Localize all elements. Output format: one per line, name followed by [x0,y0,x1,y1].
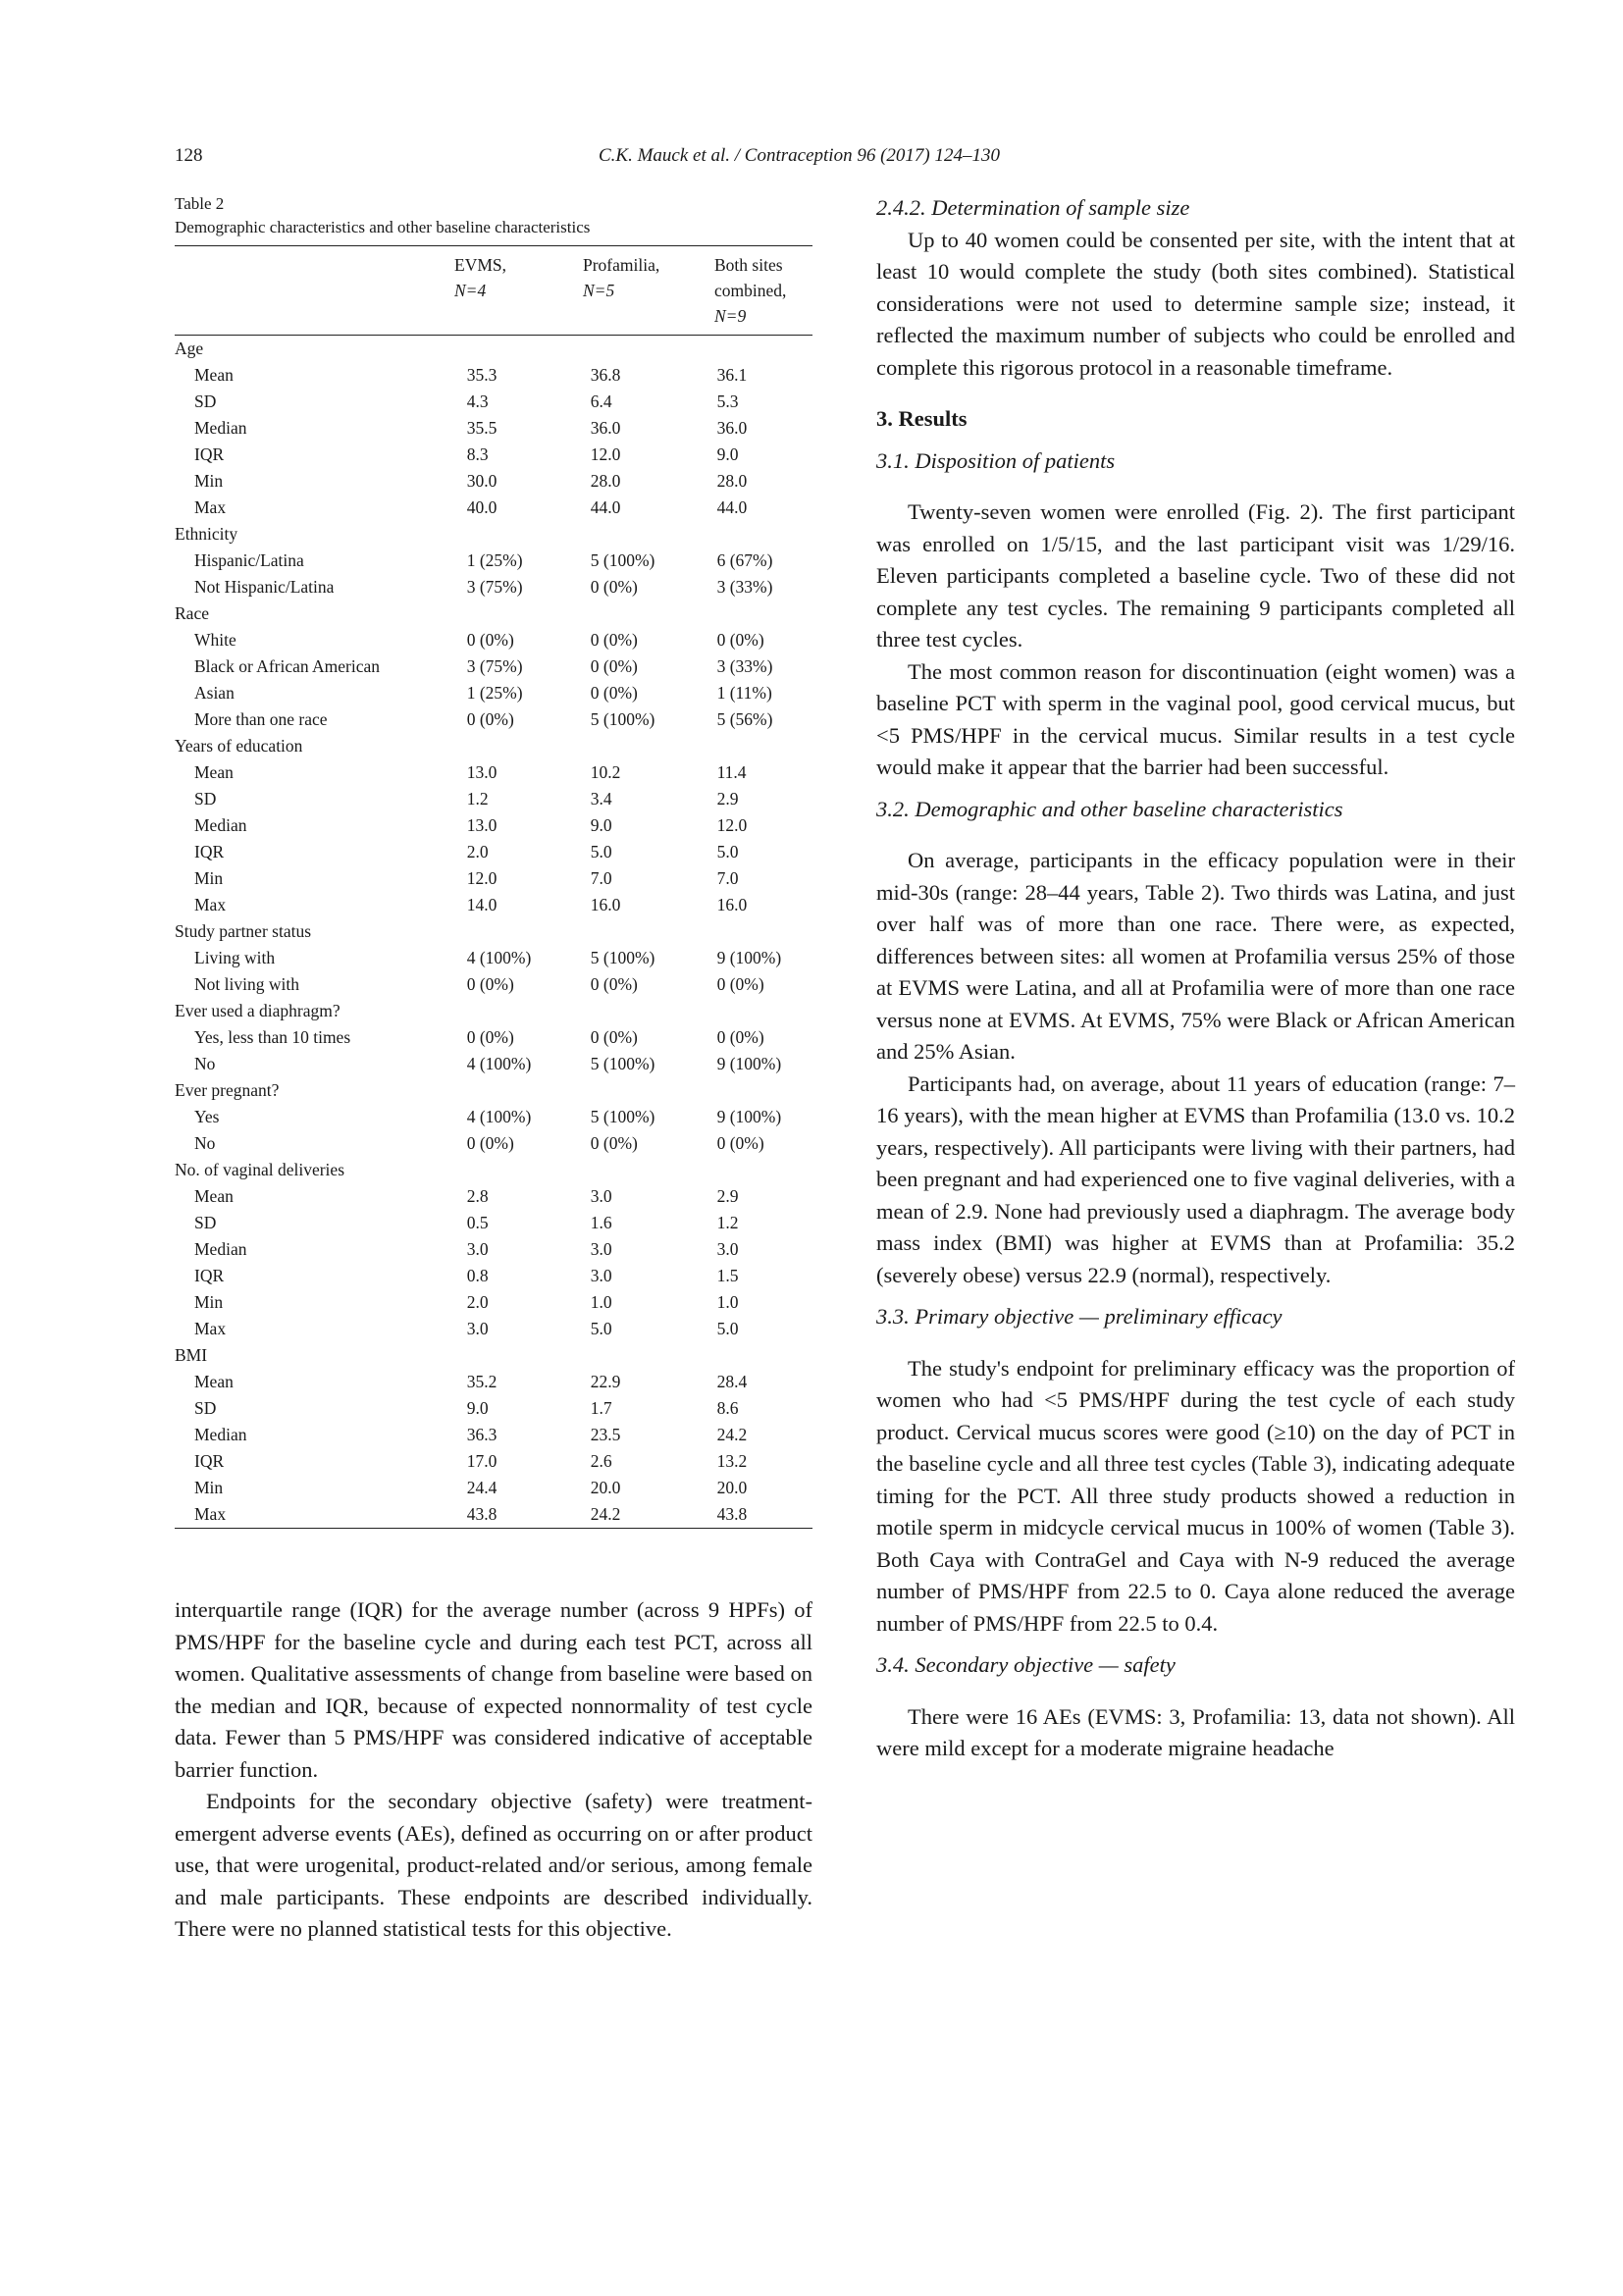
cell-evms: 4.3 [466,391,489,411]
cell-profamilia: 36.0 [590,418,621,438]
cell-both: 9.0 [716,444,739,464]
col-header-evms: EVMS, [454,255,506,275]
cell-profamilia [591,918,717,945]
paragraph: The most common reason for discontinuation (eight women) was a baseline PCT with sperm in the vaginal pool, good cervical mucus, but <5 PMS/HPF in the cervical mucus. Similar results in a test cycle would make it appear that the barrier had been successful. [876,658,1515,779]
cell-both: 2.9 [716,1186,739,1206]
cell-evms: 13.0 [466,762,497,782]
cell-profamilia [591,600,717,627]
cell-both [717,336,812,362]
cell-profamilia [591,1157,717,1183]
table-row [175,1395,812,1422]
cell-evms: 1 (25%) [466,550,523,570]
row-label: Median [194,418,247,438]
cell-profamilia [591,521,717,548]
row-label: IQR [194,1266,225,1285]
cell-both: 9 (100%) [716,948,782,967]
table-group-row [175,521,812,548]
cell-evms: 1 (25%) [466,683,523,703]
cell-evms [467,521,591,548]
section-heading-3-3: 3.3. Primary objective — preliminary efficacy [876,1304,1283,1329]
cell-evms: 8.3 [466,444,489,464]
cell-both: 24.2 [716,1425,748,1444]
cell-evms: 0 (0%) [466,630,514,650]
left-paragraph: interquartile range (IQR) for the average number (across 9 HPFs) of PMS/HPF for the baseline cycle and during each test PCT, across all women. Qualitative assessments of change from baseline were based on the median and IQR, because of expected nonnormality of test cycle data. Fewer than 5 PMS/HPF was considered indicative of acceptable barrier function. [175,1597,812,1782]
table-row [175,362,812,389]
cell-evms: 4 (100%) [466,1054,532,1073]
cell-both: 9 (100%) [716,1107,782,1126]
table-row [175,1263,812,1289]
row-label: Mean [194,365,234,385]
table-row [175,839,812,865]
cell-profamilia: 0 (0%) [590,656,638,676]
table-row [175,389,812,415]
paragraph: On average, participants in the efficacy population were in their mid-30s (range: 28–44 years, Table 2). Two thirds was Latina, and just over half was of more than one race. There were, as expected, differences between sites: all women at Profamilia versus 25% of those at EVMS were Latina, and all at Profamilia were of more than one race versus none at EVMS. At EVMS, 75% were Black or African American and 25% Asian. [876,848,1515,1064]
paragraph: The study's endpoint for preliminary efficacy was the proportion of women who had <5 PMS/HPF during the test cycle of each study product. Cervical mucus scores were good (≥10) on the day of PCT in the baseline cycle and all three test cycles (Table 3), indicating adequate timing for the PCT. All three study products showed a reduction in motile sperm in midcycle cervical mucus in 100% of women (Table 3). Both Caya with ContraGel and Caya with N-9 reduced the average number of PMS/HPF from 22.5 to 0. Caya alone reduced the average number of PMS/HPF from 22.5 to 0.4. [876,1355,1515,1636]
table-row [175,1289,812,1316]
cell-both [717,1342,812,1369]
paragraph: Up to 40 women could be consented per site, with the intent that at least 10 would complete the study (both sites combined). Statistical considerations were not used to determine sample size; instead, it reflected the maximum number of subjects who could be enrolled and complete this rigorous protocol in a reasonable timeframe. [876,227,1515,380]
table-body [175,336,812,1528]
table-caption: Demographic characteristics and other baseline characteristics [175,218,591,236]
cell-profamilia: 7.0 [590,868,612,888]
table-row [175,495,812,521]
row-label: Max [194,1319,227,1338]
cell-profamilia [591,1342,717,1369]
cell-evms: 13.0 [466,815,497,835]
cell-evms: 40.0 [466,497,497,517]
cell-both: 11.4 [716,762,747,782]
row-label: Living with [194,948,276,967]
row-label: Yes [194,1107,220,1126]
cell-evms [467,918,591,945]
cell-profamilia: 3.0 [590,1186,612,1206]
row-label: No [194,1133,216,1153]
table-row [175,1236,812,1263]
table-row [175,442,812,468]
page-number: 128 [175,145,203,166]
cell-both [717,1157,812,1183]
cell-both: 13.2 [716,1451,748,1471]
table-row [175,759,812,786]
table-group-row [175,733,812,759]
table-row [175,468,812,495]
cell-evms: 12.0 [466,868,497,888]
cell-profamilia [591,998,717,1024]
col-n-evms: N=4 [454,281,487,300]
cell-profamilia: 0 (0%) [590,630,638,650]
cell-both: 0 (0%) [716,974,764,994]
table-row [175,1051,812,1077]
cell-both: 0 (0%) [716,1027,764,1047]
cell-evms [467,1077,591,1104]
cell-both: 1 (11%) [716,683,772,703]
cell-profamilia: 6.4 [590,391,612,411]
cell-both: 1.5 [716,1266,739,1285]
cell-evms: 0 (0%) [466,1133,514,1153]
row-label: Min [194,868,224,888]
cell-evms [467,1342,591,1369]
row-label: IQR [194,842,225,861]
cell-profamilia: 0 (0%) [590,974,638,994]
cell-profamilia: 3.0 [590,1239,612,1259]
row-label: More than one race [194,709,328,729]
paragraph: Twenty-seven women were enrolled (Fig. 2). The first participant was enrolled on 1/5/15, and the last participant visit was 1/29/16. Eleven participants completed a baseline cycle. Two of these did not complete any test cycles. The remaining 9 participants completed all three test cycles. [876,499,1515,652]
cell-profamilia: 22.9 [590,1372,621,1391]
table-row [175,786,812,812]
cell-both [717,600,812,627]
table-group-row [175,918,812,945]
cell-profamilia: 16.0 [590,895,621,914]
cell-profamilia: 3.4 [590,789,612,809]
table-row [175,892,812,918]
row-label: Mean [194,1186,234,1206]
row-label: Not living with [194,974,299,994]
section-heading-3-2: 3.2. Demographic and other baseline characteristics [876,796,1343,821]
table-header [175,246,812,335]
cell-evms [467,336,591,362]
cell-evms: 9.0 [466,1398,489,1418]
cell-both: 36.0 [716,418,748,438]
cell-both: 8.6 [716,1398,739,1418]
table-row [175,653,812,680]
col-header-both-2: combined, [714,281,787,300]
table-row [175,1104,812,1130]
cell-evms: 4 (100%) [466,948,532,967]
table-group-row [175,600,812,627]
row-label: Ever pregnant? [175,1080,280,1100]
table-row [175,415,812,442]
cell-both [717,521,812,548]
cell-both: 7.0 [716,868,739,888]
row-label: Hispanic/Latina [194,550,304,570]
table-row [175,574,812,600]
cell-both [717,733,812,759]
cell-profamilia: 5 (100%) [590,550,655,570]
row-label: SD [194,391,217,411]
cell-evms: 4 (100%) [466,1107,532,1126]
cell-evms: 3 (75%) [466,577,523,597]
table-group-row [175,1157,812,1183]
row-label: No [194,1054,216,1073]
row-label: Mean [194,1372,234,1391]
cell-both: 36.1 [716,365,748,385]
cell-both: 43.8 [716,1504,748,1524]
table-row [175,680,812,706]
cell-profamilia: 20.0 [590,1478,621,1497]
cell-both: 2.9 [716,789,739,809]
cell-evms: 0.5 [466,1213,489,1232]
cell-evms: 3.0 [466,1239,489,1259]
cell-both: 12.0 [716,815,748,835]
table-row [175,627,812,653]
cell-profamilia: 10.2 [590,762,621,782]
table-label: Table 2 [175,194,225,213]
cell-evms: 1.2 [466,789,489,809]
cell-both: 28.0 [716,471,748,491]
row-label: Median [194,1239,247,1259]
table-group-row [175,998,812,1024]
cell-both: 20.0 [716,1478,748,1497]
cell-evms: 2.8 [466,1186,489,1206]
cell-evms: 36.3 [466,1425,497,1444]
cell-evms: 0 (0%) [466,709,514,729]
cell-both: 3 (33%) [716,577,773,597]
cell-profamilia: 36.8 [590,365,621,385]
cell-profamilia: 5.0 [590,1319,612,1338]
cell-profamilia: 5 (100%) [590,1054,655,1073]
row-label: SD [194,1213,217,1232]
row-label: Max [194,497,227,517]
table-group-row [175,1077,812,1104]
left-paragraph: Endpoints for the secondary objective (safety) were treatment-emergent adverse events (AEs), defined as occurring on or after product use, that were urogenital, product-related and/or serious, among female and male participants. These endpoints are described individually. There were no planned statistical tests for this objective. [175,1789,812,1941]
cell-evms: 14.0 [466,895,497,914]
table-2 [175,192,812,1529]
cell-evms: 30.0 [466,471,497,491]
col-n-profamilia: N=5 [583,281,615,300]
cell-evms: 0 (0%) [466,974,514,994]
section-heading-3-1: 3.1. Disposition of patients [876,447,1116,473]
cell-profamilia: 0 (0%) [590,683,638,703]
table-row [175,706,812,733]
cell-profamilia: 0 (0%) [590,577,638,597]
table-row [175,1130,812,1157]
row-label: Study partner status [175,921,312,941]
table-row [175,1475,812,1501]
table-row [175,1422,812,1448]
row-label: Min [194,1292,224,1312]
table-bottom-rule [175,1528,812,1529]
cell-profamilia: 23.5 [590,1425,621,1444]
section-heading-2-4-2: 2.4.2. Determination of sample size [876,195,1190,220]
cell-both: 1.2 [716,1213,739,1232]
row-label: SD [194,1398,217,1418]
cell-evms: 35.3 [466,365,497,385]
row-label: IQR [194,1451,225,1471]
cell-both: 3.0 [716,1239,739,1259]
row-label: No. of vaginal deliveries [175,1160,345,1179]
cell-profamilia: 28.0 [590,471,621,491]
table-row [175,1448,812,1475]
cell-both: 0 (0%) [716,1133,764,1153]
row-label: Median [194,815,247,835]
cell-evms: 35.2 [466,1372,497,1391]
table-group-row [175,336,812,362]
cell-evms [467,998,591,1024]
row-label: Ethnicity [175,524,238,544]
cell-profamilia: 0 (0%) [590,1027,638,1047]
row-label: Ever used a diaphragm? [175,1001,340,1020]
cell-both: 3 (33%) [716,656,773,676]
section-heading-3-4: 3.4. Secondary objective — safety [876,1652,1176,1677]
cell-evms [467,600,591,627]
cell-profamilia: 1.7 [590,1398,612,1418]
col-n-both: N=9 [714,306,747,326]
cell-evms: 3.0 [466,1319,489,1338]
cell-both: 0 (0%) [716,630,764,650]
row-label: Black or African American [194,656,381,676]
table-row [175,1501,812,1528]
cell-both: 6 (67%) [716,550,773,570]
col-header-both: Both sites [714,255,783,275]
cell-profamilia: 5.0 [590,842,612,861]
cell-profamilia: 12.0 [590,444,621,464]
table-row [175,1024,812,1051]
row-label: Mean [194,762,234,782]
cell-profamilia: 2.6 [590,1451,612,1471]
right-body-text [876,192,1515,1765]
cell-both: 9 (100%) [716,1054,782,1073]
row-label: Race [175,603,209,623]
cell-evms [467,1157,591,1183]
cell-profamilia: 9.0 [590,815,612,835]
cell-evms: 24.4 [466,1478,497,1497]
cell-evms: 3 (75%) [466,656,523,676]
row-label: White [194,630,236,650]
row-label: Years of education [175,736,303,756]
table-row [175,1316,812,1342]
row-label: BMI [175,1345,208,1365]
row-label: Min [194,471,224,491]
table-row [175,1183,812,1210]
cell-both [717,1077,812,1104]
table-row [175,971,812,998]
cell-profamilia [591,733,717,759]
left-body-text [175,1594,812,1946]
cell-profamilia: 44.0 [590,497,621,517]
row-label: SD [194,789,217,809]
row-label: Not Hispanic/Latina [194,577,335,597]
cell-evms: 17.0 [466,1451,497,1471]
cell-profamilia: 0 (0%) [590,1133,638,1153]
cell-evms: 35.5 [466,418,497,438]
running-head: C.K. Mauck et al. / Contraception 96 (2017) 124–130 [599,145,1000,166]
cell-evms [467,733,591,759]
cell-profamilia: 1.0 [590,1292,612,1312]
cell-evms: 2.0 [466,1292,489,1312]
cell-profamilia: 1.6 [590,1213,612,1232]
cell-profamilia: 24.2 [590,1504,621,1524]
cell-profamilia [591,336,717,362]
cell-both: 5.3 [716,391,739,411]
col-header-profamilia: Profamilia, [583,255,660,275]
cell-both: 28.4 [716,1372,748,1391]
cell-both: 1.0 [716,1292,739,1312]
cell-both: 5 (56%) [716,709,773,729]
cell-profamilia: 3.0 [590,1266,612,1285]
table-row [175,1210,812,1236]
cell-both: 5.0 [716,1319,739,1338]
cell-both [717,918,812,945]
table-row [175,812,812,839]
cell-evms: 2.0 [466,842,489,861]
table-row [175,945,812,971]
cell-profamilia: 5 (100%) [590,1107,655,1126]
cell-evms: 43.8 [466,1504,497,1524]
paragraph: There were 16 AEs (EVMS: 3, Profamilia: 13, data not shown). All were mild except for a moderate migraine headache [876,1703,1515,1760]
table-group-row [175,1342,812,1369]
cell-profamilia: 5 (100%) [590,948,655,967]
row-label: Max [194,895,227,914]
table-row [175,865,812,892]
cell-profamilia [591,1077,717,1104]
row-label: Median [194,1425,247,1444]
cell-both: 44.0 [716,497,748,517]
cell-both: 5.0 [716,842,739,861]
cell-profamilia: 5 (100%) [590,709,655,729]
cell-evms: 0.8 [466,1266,489,1285]
cell-both: 16.0 [716,895,748,914]
table-row [175,548,812,574]
cell-both [717,998,812,1024]
row-label: Max [194,1504,227,1524]
paragraph: Participants had, on average, about 11 years of education (range: 7–16 years), with the mean higher at EVMS than Profamilia (13.0 vs. 10.2 years, respectively). All participants were living with their partners, had been pregnant and had experienced one to five vaginal deliveries, with a mean of 2.9. None had previously used a diaphragm. The average body mass index (BMI) was higher at EVMS than at Profamilia: 35.2 (severely obese) versus 22.9 (normal), respectively. [876,1070,1515,1287]
row-label: Age [175,339,204,358]
row-label: Asian [194,683,235,703]
row-label: Yes, less than 10 times [194,1027,351,1047]
section-heading-3: 3. Results [876,406,968,431]
table-row [175,1369,812,1395]
row-label: Min [194,1478,224,1497]
cell-evms: 0 (0%) [466,1027,514,1047]
row-label: IQR [194,444,225,464]
